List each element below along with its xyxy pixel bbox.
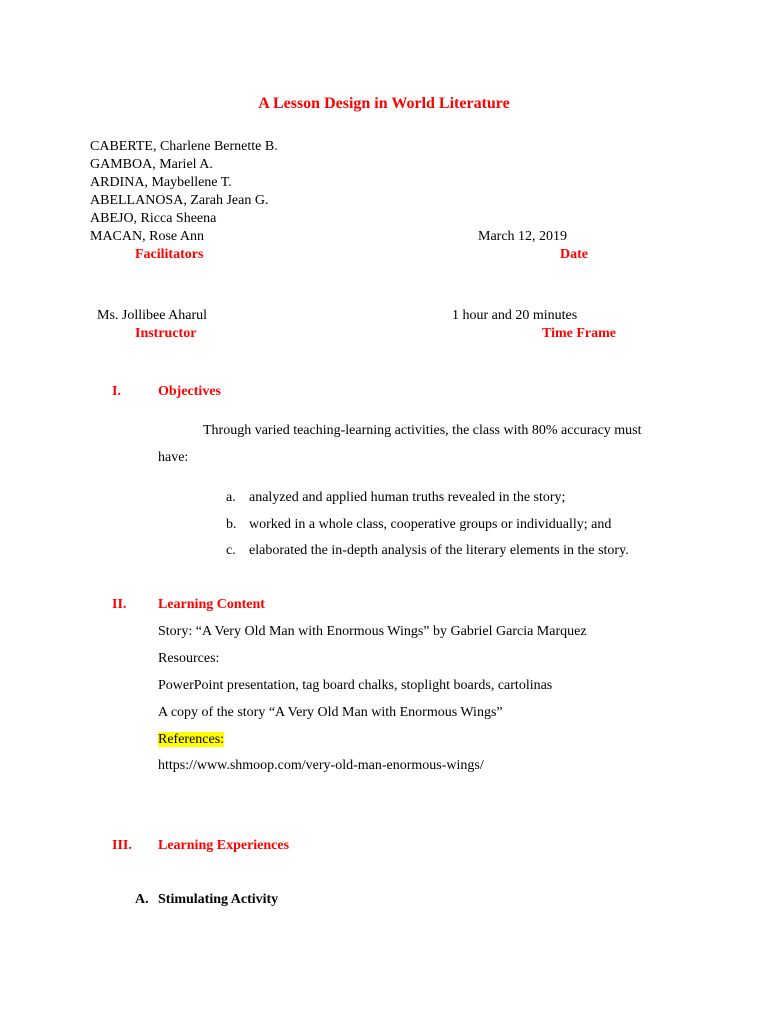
facilitator-name: ARDINA, Maybellene T. — [90, 175, 232, 190]
references-highlight: References: — [158, 732, 225, 747]
facilitator-name: ABELLANOSA, Zarah Jean G. — [90, 193, 269, 208]
instructor-label: Instructor — [135, 326, 197, 341]
list-item: worked in a whole class, cooperative groups or individually; and — [249, 517, 612, 532]
references-label — [158, 731, 224, 748]
section-numeral: I. — [112, 384, 121, 399]
reference-link[interactable]: https://www.shmoop.com/very-old-man-enormous-wings/ — [158, 758, 484, 773]
section-numeral: III. — [112, 838, 132, 853]
list-item: elaborated the in-depth analysis of the literary elements in the story. — [249, 543, 629, 558]
resources-label: Resources: — [158, 651, 220, 666]
facilitator-name: ABEJO, Ricca Sheena — [90, 211, 217, 226]
subsection-marker: A. — [135, 892, 149, 907]
facilitator-name: GAMBOA, Mariel A. — [90, 157, 213, 172]
date-value: March 12, 2019 — [478, 229, 568, 244]
list-item: analyzed and applied human truths revealed in the story; — [249, 490, 566, 505]
time-frame-value: 1 hour and 20 minutes — [452, 308, 578, 323]
section-heading-objectives: Objectives — [158, 384, 221, 399]
objectives-intro: Through varied teaching-learning activities, the class with 80% accuracy must — [203, 423, 642, 438]
story-copy: A copy of the story “A Very Old Man with Enormous Wings” — [158, 705, 503, 720]
list-marker: b. — [226, 517, 237, 532]
facilitators-label: Facilitators — [135, 247, 204, 262]
list-marker: a. — [226, 490, 236, 505]
time-frame-label: Time Frame — [542, 326, 616, 341]
document-title: A Lesson Design in World Literature — [258, 95, 510, 112]
section-numeral: II. — [112, 597, 127, 612]
resources-list: PowerPoint presentation, tag board chalks, stoplight boards, cartolinas — [158, 678, 553, 693]
instructor-value: Ms. Jollibee Aharul — [97, 308, 208, 323]
facilitator-name: MACAN, Rose Ann — [90, 229, 204, 244]
date-label: Date — [560, 247, 588, 262]
facilitator-name: CABERTE, Charlene Bernette B. — [90, 139, 278, 154]
list-marker: c. — [226, 543, 236, 558]
section-heading-learning-content: Learning Content — [158, 597, 265, 612]
story-line: Story: “A Very Old Man with Enormous Wings” by Gabriel Garcia Marquez — [158, 624, 587, 639]
section-heading-learning-experiences: Learning Experiences — [158, 838, 290, 853]
objectives-intro-continued: have: — [158, 450, 189, 465]
subsection-heading: Stimulating Activity — [158, 892, 279, 907]
